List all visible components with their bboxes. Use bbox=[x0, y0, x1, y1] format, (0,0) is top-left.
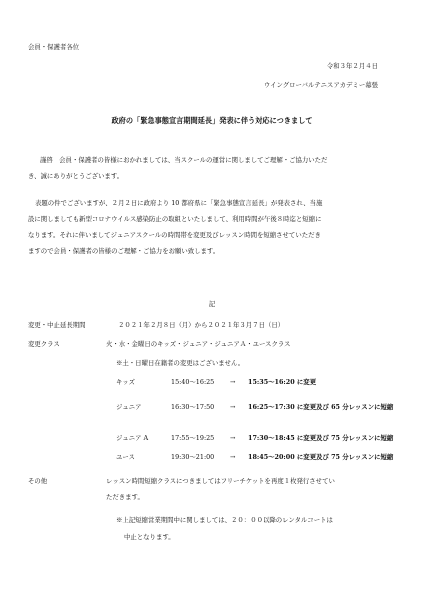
schedule-old-time: 19:30～21:00 bbox=[171, 453, 215, 461]
arrow-icon: → bbox=[230, 403, 236, 411]
body-line: 表題の件でございますが、２月２日に政府より 10 都府県に「緊急事態宣言延長」が発表され、当施 bbox=[35, 199, 323, 207]
period-value: ２０２１年２月８日（月）から２０２１年３月７日（日） bbox=[118, 321, 285, 329]
schedule-new-time: 17:30～18:45 に変更及び 75 分レッスンに短縮 bbox=[248, 434, 394, 442]
arrow-icon: → bbox=[230, 453, 236, 461]
other-note: ※上記短縮営業期間中に関しましては、２０：００以降のレンタルコートは bbox=[116, 516, 333, 524]
class-note: ※土・日曜日在籍者の変更はございません。 bbox=[116, 359, 245, 367]
arrow-icon: → bbox=[230, 434, 236, 442]
schedule-class-name: キッズ bbox=[116, 378, 136, 386]
schedule-old-time: 15:40～16:25 bbox=[171, 378, 215, 386]
arrow-icon: → bbox=[230, 378, 236, 386]
class-label: 変更クラス bbox=[28, 340, 60, 348]
body-line: き、誠にありがとうございます。 bbox=[28, 172, 124, 180]
sender: ウイングローバルテニスアカデミー幕張 bbox=[263, 81, 378, 89]
schedule-new-time: 18:45～20:00 に変更及び 75 分レッスンに短縮 bbox=[248, 453, 394, 461]
schedule-new-time: 15:35～16:20 に変更 bbox=[248, 378, 317, 386]
body-line: 謹啓 会員・保護者の皆様におかれましては、当スクールの運営に関しましてご理解・ご協力いただ bbox=[40, 156, 328, 164]
document-title: 政府の「緊急事態宣言期間延長」発表に伴う対応につきまして bbox=[111, 116, 313, 125]
class-value: 火・水・金曜日のキッズ・ジュニア・ジュニアＡ・ユースクラス bbox=[106, 340, 291, 348]
other-value: レッスン時間短縮クラスにつきましてはフリーチケットを再度１枚発行させてい bbox=[106, 477, 335, 485]
period-label: 変更・中止延長期間 bbox=[28, 321, 86, 329]
schedule-new-time: 16:25～17:30 に変更及び 65 分レッスンに短縮 bbox=[248, 403, 394, 411]
body-line: ますので会員・保護者の皆様のご理解・ご協力をお願い致します。 bbox=[28, 247, 220, 255]
body-line: なります。それに伴いましてジュニアスクールの時間帯を変更及びレッスン時間を短縮させていただき bbox=[28, 231, 321, 239]
ki-heading: 記 bbox=[208, 300, 216, 308]
schedule-class-name: ユース bbox=[116, 453, 135, 461]
schedule-class-name: ジュニア A bbox=[116, 434, 149, 442]
schedule-old-time: 16:30～17:50 bbox=[171, 403, 215, 411]
issue-date: 令和３年２月４日 bbox=[326, 62, 378, 70]
other-note-cont: 中止となります。 bbox=[124, 533, 175, 541]
other-label: その他 bbox=[28, 477, 48, 485]
schedule-class-name: ジュニア bbox=[116, 403, 142, 411]
recipient: 会員・保護者各位 bbox=[28, 43, 80, 51]
body-line: 設に関しましても新型コロナウイルス感染防止の取組といたしまして、利用時間が午後８時迄と短縮に bbox=[28, 215, 322, 223]
other-value-cont: ただきます。 bbox=[106, 493, 144, 501]
schedule-old-time: 17:55～19:25 bbox=[171, 434, 215, 442]
